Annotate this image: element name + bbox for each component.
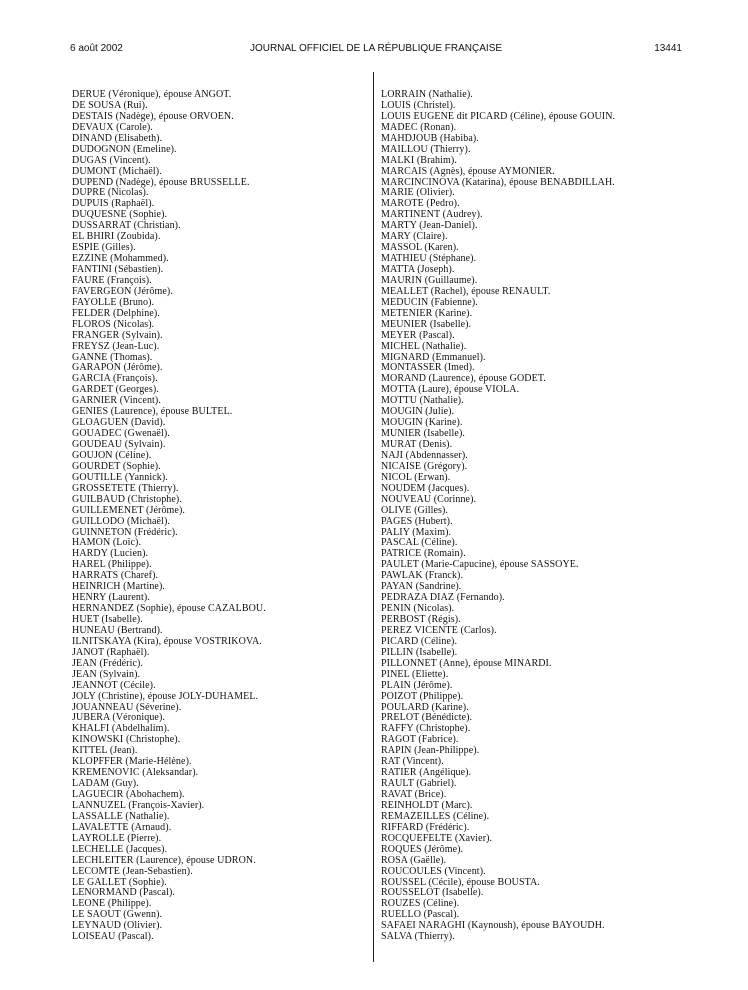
list-item: MALKI (Brahim).: [381, 154, 457, 166]
list-item: NOUVEAU (Corinne).: [381, 493, 477, 505]
list-item: DEVAUX (Carole).: [72, 121, 153, 133]
list-item: LENORMAND (Pascal).: [72, 887, 175, 899]
page-header: [70, 42, 682, 56]
list-item: MEDUCIN (Fabienne).: [381, 296, 478, 308]
list-item: MOTTU (Nathalie).: [381, 395, 464, 407]
list-item: NOUDEM (Jacques).: [381, 482, 470, 494]
list-item: GARNIER (Vincent).: [72, 395, 161, 407]
list-item: LE GALLET (Sophie).: [72, 876, 167, 888]
list-item: GUINNETON (Frédéric).: [72, 526, 178, 538]
list-item: ESPIE (Gilles).: [72, 242, 136, 254]
header-date: 6 août 2002: [70, 43, 123, 54]
list-item: LASSALLE (Nathalie).: [72, 810, 170, 822]
list-item: EL BHIRI (Zoubida).: [72, 231, 161, 243]
list-item: PICARD (Céline).: [381, 635, 458, 647]
list-item: DUDOGNON (Emeline).: [72, 143, 177, 155]
list-item: POULARD (Karine).: [381, 701, 469, 713]
list-item: MAHDJOUB (Habiba).: [381, 132, 479, 144]
list-item: METENIER (Karine).: [381, 307, 473, 319]
list-item: LECHELLE (Jacques).: [72, 843, 168, 855]
list-item: HUET (Isabelle).: [72, 614, 143, 625]
list-item: PEDRAZA DIAZ (Fernando).: [381, 592, 505, 604]
list-item: FAVERGEON (Jérôme).: [72, 285, 173, 297]
list-item: MIGNARD (Emmanuel).: [381, 351, 486, 363]
list-item: JEANNOT (Cécile).: [72, 679, 156, 691]
list-item: POIZOT (Philippe).: [381, 690, 464, 702]
list-item: PILLONNET (Anne), épouse MINARDI.: [381, 657, 552, 669]
list-item: RATIER (Angélique).: [381, 767, 472, 779]
list-item: GUILLEMENET (Jérôme).: [72, 504, 185, 516]
column-divider: [373, 72, 374, 962]
list-item: LAVALETTE (Arnaud).: [72, 821, 172, 833]
list-item: FAYOLLE (Bruno).: [72, 296, 155, 308]
list-item: ROQUES (Jérôme).: [381, 843, 464, 855]
list-item: JEAN (Frédéric).: [72, 657, 144, 669]
list-item: FLOROS (Nicolas).: [72, 318, 155, 330]
list-item: JANOT (Raphaël).: [72, 646, 150, 658]
list-item: PATRICE (Romain).: [381, 548, 466, 560]
list-item: GARAPON (Jérôme).: [72, 362, 163, 374]
list-item: HAMON (Loïc).: [72, 537, 142, 549]
list-item: RAULT (Gabriel).: [381, 778, 457, 790]
list-item: PINEL (Eliette).: [381, 668, 449, 680]
list-item: MAURIN (Guillaume).: [381, 274, 478, 286]
list-item: FREYSZ (Jean-Luc).: [72, 340, 160, 352]
list-item: ROUCOULES (Vincent).: [381, 865, 486, 877]
list-item: OLIVE (Gilles).: [381, 504, 449, 516]
list-item: KLOPFFER (Marie-Hélène).: [72, 756, 192, 768]
list-item: LOUIS EUGENE dit PICARD (Céline), épouse GOUIN.: [381, 110, 616, 122]
list-item: ROUZES (Céline).: [381, 898, 460, 910]
list-item: REMAZEILLES (Céline).: [381, 810, 490, 822]
list-item: NICAISE (Grégory).: [381, 460, 468, 472]
list-item: RIFFARD (Frédéric).: [381, 821, 470, 833]
list-item: MASSOL (Karen).: [381, 242, 459, 254]
list-item: MAROTE (Pedro).: [381, 198, 460, 210]
list-item: NAJI (Abdennasser).: [381, 449, 468, 461]
list-item: LAGUECIR (Abohachem).: [72, 789, 185, 800]
list-item: NICOL (Erwan).: [381, 471, 451, 483]
list-item: RAVAT (Brice).: [381, 789, 447, 800]
list-item: GUILLODO (Michaël).: [72, 515, 170, 527]
list-item: JOUANNEAU (Séverine).: [72, 701, 182, 713]
list-item: FANTINI (Sébastien).: [72, 264, 164, 275]
list-item: MARIE (Olivier).: [381, 187, 455, 199]
list-item: KREMENOVIC (Aleksandar).: [72, 767, 199, 779]
list-item: ROSA (Gaëlle).: [381, 854, 447, 866]
list-item: FAURE (François).: [72, 274, 152, 286]
list-item: FELDER (Delphine).: [72, 307, 160, 319]
list-item: GENIES (Laurence), épouse BULTEL.: [72, 406, 233, 418]
list-item: JOLY (Christine), épouse JOLY-DUHAMEL.: [72, 690, 259, 702]
list-item: GOUTILLE (Yannick).: [72, 471, 168, 483]
list-item: GOUJON (Céline).: [72, 449, 152, 461]
name-list-right-column: [381, 90, 681, 943]
header-title: JOURNAL OFFICIEL DE LA RÉPUBLIQUE FRANÇAISE: [249, 43, 503, 54]
list-item: PENIN (Nicolas).: [381, 603, 455, 615]
list-item: HEINRICH (Martine).: [72, 581, 165, 593]
list-item: RAT (Vincent).: [381, 756, 444, 768]
list-item: LEYNAUD (Olivier).: [72, 920, 163, 932]
list-item: MOUGIN (Karine).: [381, 417, 463, 429]
list-item: RAFFY (Christophe).: [381, 723, 471, 735]
list-item: DUPEND (Nadège), épouse BRUSSELLE.: [72, 176, 250, 188]
list-item: MOTTA (Laure), épouse VIOLA.: [381, 384, 520, 396]
list-item: LORRAIN (Nathalie).: [381, 89, 473, 100]
list-item: ROUSSEL (Cécile), épouse BOUSTA.: [381, 876, 540, 888]
list-item: DUMONT (Michaël).: [72, 165, 162, 177]
list-item: RUELLO (Pascal).: [381, 909, 460, 921]
list-item: JEAN (Sylvain).: [72, 668, 141, 680]
list-item: HARDY (Lucien).: [72, 548, 149, 560]
list-item: GROSSETETE (Thierry).: [72, 482, 179, 494]
list-item: PERBOST (Régis).: [381, 614, 461, 625]
list-item: LOISEAU (Pascal).: [72, 931, 154, 943]
list-item: GUILBAUD (Christophe).: [72, 493, 182, 505]
list-item: PASCAL (Céline).: [381, 537, 458, 549]
list-item: DINAND (Elisabeth).: [72, 132, 163, 144]
list-item: GARDET (Georges).: [72, 384, 159, 396]
list-item: ROUSSELOT (Isabelle).: [381, 887, 484, 899]
list-item: KITTEL (Jean).: [72, 745, 138, 757]
list-item: PALIY (Maxim).: [381, 526, 452, 538]
list-item: HARRATS (Charef).: [72, 570, 159, 582]
list-item: LECHLEITER (Laurence), épouse UDRON.: [72, 854, 256, 866]
list-item: DE SOUSA (Rui).: [72, 99, 148, 111]
list-item: HUNEAU (Bertrand).: [72, 624, 163, 636]
list-item: KHALFI (Abdelhalim).: [72, 723, 170, 735]
list-item: DERUE (Véronique), épouse ANGOT.: [72, 89, 232, 100]
list-item: HAREL (Philippe).: [72, 559, 152, 571]
list-item: MEYER (Pascal).: [381, 329, 455, 341]
list-item: PAWLAK (Franck).: [381, 570, 464, 582]
list-item: PAULET (Marie-Capucine), épouse SASSOYE.: [381, 559, 579, 571]
list-item: DUGAS (Vincent).: [72, 154, 151, 166]
list-item: DUSSARRAT (Christian).: [72, 220, 181, 232]
list-item: LAYROLLE (Pierre).: [72, 832, 162, 844]
list-item: MADEC (Ronan).: [381, 121, 457, 133]
list-item: PEREZ VICENTE (Carlos).: [381, 624, 497, 636]
list-item: HERNANDEZ (Sophie), épouse CAZALBOU.: [72, 603, 266, 615]
list-item: MATTA (Joseph).: [381, 264, 455, 275]
list-item: MATHIEU (Stéphane).: [381, 253, 477, 265]
list-item: MURAT (Denis).: [381, 439, 453, 450]
list-item: GOURDET (Sophie).: [72, 460, 161, 472]
list-item: EZZINE (Mohammed).: [72, 253, 169, 265]
list-item: MEUNIER (Isabelle).: [381, 318, 472, 330]
list-item: LECOMTE (Jean-Sebastien).: [72, 865, 193, 877]
list-item: LE SAOUT (Gwenn).: [72, 909, 163, 921]
list-item: GOUADEC (Gwenaël).: [72, 428, 170, 440]
list-item: SALVA (Thierry).: [381, 931, 455, 943]
list-item: MARY (Claire).: [381, 231, 448, 243]
list-item: HENRY (Laurent).: [72, 592, 150, 604]
list-item: GARCIA (François).: [72, 373, 158, 385]
list-item: MARCAIS (Agnès), épouse AYMONIER.: [381, 165, 555, 177]
list-item: MAILLOU (Thierry).: [381, 143, 471, 155]
list-item: GOUDEAU (Sylvain).: [72, 439, 166, 450]
list-item: MARCINCINOVA (Katarina), épouse BENABDILLAH.: [381, 176, 615, 188]
list-item: MICHEL (Nathalie).: [381, 340, 467, 352]
list-item: DESTAIS (Nadège), épouse ORVOEN.: [72, 110, 234, 122]
list-item: MUNIER (Isabelle).: [381, 428, 465, 440]
list-item: DUPRE (Nicolas).: [72, 187, 149, 199]
list-item: LADAM (Guy).: [72, 778, 139, 790]
list-item: PLAIN (Jérôme).: [381, 679, 453, 691]
list-item: PAYAN (Sandrine).: [381, 581, 462, 593]
list-item: LEONE (Philippe).: [72, 898, 152, 910]
list-item: LANNUZEL (François-Xavier).: [72, 799, 205, 811]
list-item: SAFAEI NARAGHI (Kaynoush), épouse BAYOUDH.: [381, 920, 605, 932]
list-item: ILNITSKAYA (Kira), épouse VOSTRIKOVA.: [72, 635, 262, 647]
list-item: LOUIS (Christel).: [381, 99, 456, 111]
list-item: PRELOT (Bénédicte).: [381, 712, 473, 724]
list-item: MARTY (Jean-Daniel).: [381, 220, 478, 232]
list-item: DUPUIS (Raphaël).: [72, 198, 155, 210]
list-item: PAGES (Hubert).: [381, 515, 453, 527]
list-item: GANNE (Thomas).: [72, 351, 153, 363]
list-item: RAPIN (Jean-Philippe).: [381, 745, 480, 757]
list-item: MORAND (Laurence), épouse GODET.: [381, 373, 546, 385]
list-item: REINHOLDT (Marc).: [381, 799, 473, 811]
list-item: MONTASSER (Imed).: [381, 362, 475, 374]
name-list-left-column: [72, 90, 368, 943]
list-item: FRANGER (Sylvain).: [72, 329, 163, 341]
list-item: ROCQUEFELTE (Xavier).: [381, 832, 493, 844]
list-item: RAGOT (Fabrice).: [381, 734, 459, 746]
list-item: MOUGIN (Julie).: [381, 406, 455, 418]
list-item: PILLIN (Isabelle).: [381, 646, 458, 658]
list-item: MEALLET (Rachel), épouse RENAULT.: [381, 285, 551, 297]
list-item: GLOAGUEN (David).: [72, 417, 166, 429]
list-item: DUQUESNE (Sophie).: [72, 209, 168, 221]
list-item: MARTINENT (Audrey).: [381, 209, 483, 221]
list-item: JUBERA (Véronique).: [72, 712, 165, 724]
list-item: KINOWSKI (Christophe).: [72, 734, 181, 746]
header-page-number: 13441: [654, 43, 682, 54]
